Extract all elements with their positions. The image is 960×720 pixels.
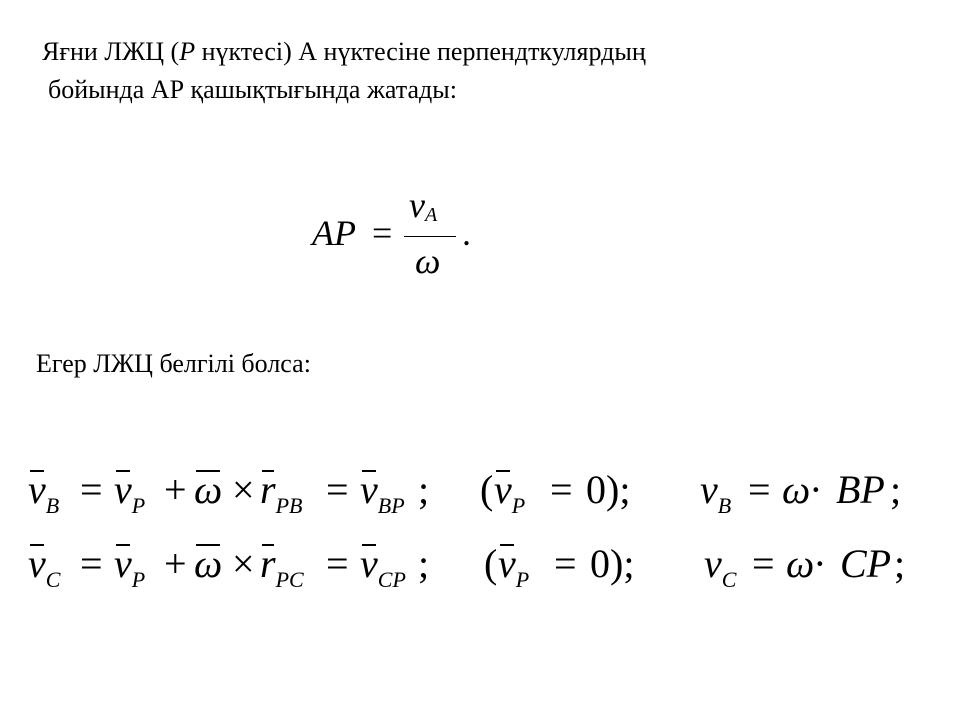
vec-omega	[194, 466, 222, 514]
vec-v-c	[28, 540, 60, 604]
equation-row-c	[28, 540, 928, 600]
vec-v: v	[494, 467, 512, 512]
zero-close: 0);	[590, 541, 635, 586]
vec-v-b	[28, 466, 59, 530]
vec-r-pc	[260, 540, 304, 604]
subscript: CP	[377, 567, 406, 592]
omega-symbol: ω	[194, 467, 223, 512]
subscript: C	[45, 567, 61, 592]
times-sign: ×	[232, 541, 255, 586]
equals-sign: =	[80, 467, 103, 512]
subscript: B	[45, 493, 60, 518]
vec-v-p	[114, 466, 145, 530]
equals-sign: =	[326, 467, 349, 512]
point-p-label: P	[179, 37, 196, 66]
vec-v: v	[114, 467, 132, 512]
zero-close: 0);	[586, 467, 631, 512]
vec-r: r	[260, 467, 276, 512]
vec-v: v	[28, 541, 46, 586]
open-paren: (	[480, 467, 494, 512]
vec-r: r	[260, 541, 276, 586]
omega-dot: ω·	[786, 541, 825, 586]
equals-sign: =	[326, 541, 349, 586]
vec-v: v	[114, 541, 132, 586]
formula-ap-num-var: v	[409, 185, 425, 225]
subscript: C	[721, 567, 737, 592]
text-line-1-start: Яғни ЛЖЦ (	[42, 37, 180, 66]
vec-v: v	[28, 467, 46, 512]
equals-sign: =	[748, 467, 771, 512]
scalar-v: v	[700, 467, 718, 512]
equals-sign: =	[554, 541, 577, 586]
subscript: PB	[275, 493, 303, 518]
vec-v-p-zero	[498, 540, 529, 604]
vec-v: v	[360, 541, 378, 586]
semicolon: ;	[894, 541, 906, 586]
vec-r-pb	[260, 466, 302, 530]
subscript: PC	[275, 567, 304, 592]
distance-bp: BP	[836, 467, 885, 512]
formula-ap-lhs: AP	[312, 213, 356, 253]
formula-ap-num-sub: A	[424, 204, 438, 226]
omega-dot: ω·	[782, 467, 821, 512]
vec-v: v	[498, 541, 516, 586]
vec-v: v	[360, 467, 378, 512]
distance-cp: CP	[840, 541, 892, 586]
vec-omega	[194, 540, 222, 588]
open-paren: (	[484, 541, 498, 586]
vec-v-cp	[360, 540, 406, 604]
equals-sign: =	[752, 541, 775, 586]
plus-sign: +	[164, 467, 187, 512]
subscript: P	[515, 567, 530, 592]
formula-ap-denominator: ω	[415, 241, 441, 281]
formula-ap-numerator	[409, 184, 437, 227]
text-line-1	[42, 33, 646, 71]
subscript: P	[511, 493, 526, 518]
scalar-v: v	[704, 541, 722, 586]
subscript: P	[131, 567, 146, 592]
text-line-1-end: нүктесі) А нүктесіне перпендткулярдың	[195, 37, 646, 66]
text-line-2: бойында АР қашықтығында жатады:	[48, 75, 457, 104]
subscript: B	[717, 493, 732, 518]
equals-sign: =	[550, 467, 573, 512]
scalar-v-c	[704, 540, 736, 604]
plus-sign: +	[164, 541, 187, 586]
semicolon: ;	[890, 467, 902, 512]
semicolon: ;	[418, 541, 430, 586]
equals-sign: =	[80, 541, 103, 586]
vec-v-p-zero	[494, 466, 525, 530]
semicolon: ;	[418, 467, 430, 512]
omega-symbol: ω	[194, 541, 223, 586]
formula-ap	[312, 186, 512, 286]
formula-ap-fraction-bar	[404, 236, 456, 237]
text-line-3: Егер ЛЖЦ белгілі болса:	[36, 349, 311, 378]
subscript: P	[131, 493, 146, 518]
formula-ap-period: .	[462, 213, 471, 253]
formula-ap-equals: =	[372, 213, 393, 253]
scalar-v-b	[700, 466, 731, 530]
vec-v-p	[114, 540, 145, 604]
times-sign: ×	[232, 467, 255, 512]
equation-row-b	[28, 466, 928, 526]
subscript: BP	[377, 493, 405, 518]
vec-v-bp	[360, 466, 405, 530]
